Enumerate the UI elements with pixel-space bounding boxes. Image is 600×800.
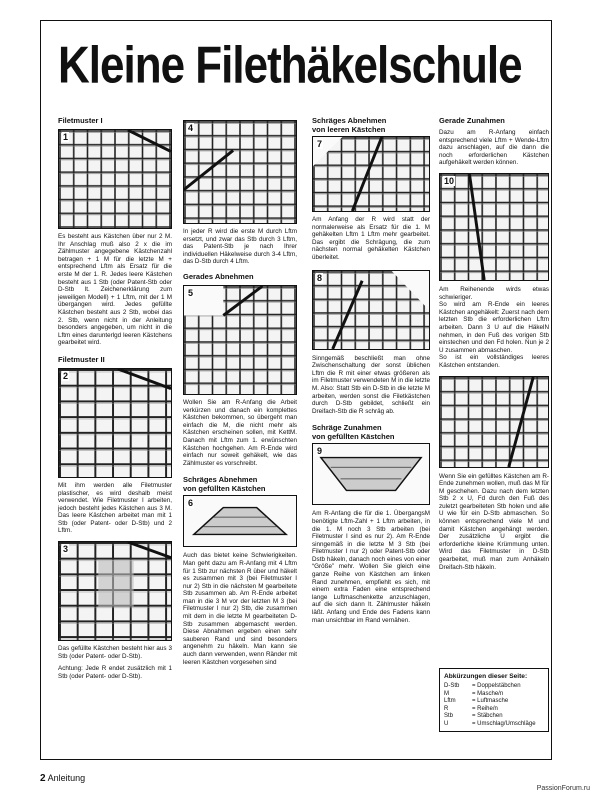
page-title: Kleine Filethäkelschule	[58, 36, 522, 95]
abbreviation-row	[444, 713, 544, 721]
crochet-mesh-illustration	[313, 137, 429, 211]
heading-line: von leeren Kästchen	[312, 125, 386, 134]
paragraph: Es besteht aus Kästchen über nur 2 M. Ihr Anschlag muß also 2 x die im Zählmuster angegebene Kästchenzahl betragen + 1 M für die letzte M + entsprechend Lftm als Ersatz für die erste M der 1. R. Jedes leere Kästchen besteht aus 1 Stb (oder Patent-Stb oder D-Stb lt. Zeichenerklärung zum jeweiligen Modell) + 1 Lftm, mit der 1 M übergangen wird. Jedes gefüllte Kästchen besteht aus 2 Stb, wobei das 2. Stb, wenn nicht in der Anleitung besonders angegeben, um nicht in die Lftm eines darunterlgd leeren Kästchens gearbeitet wird.	[58, 233, 172, 347]
paragraph: Wollen Sie am R-Anfang die Arbeit verkürzen und danach ein komplettes Kästchen bekommen, so übergeht man einfach die M, die nicht mehr als Kästchen erscheinen sollen, mit KettM. Danach mit Lftm zum 1. erwünschten Kästchen hochgehen. Am R-Ende wird einfach nur soweit gehäkelt, wie das Zählmuster es vorschreibt.	[183, 398, 297, 467]
figure-number: 3	[63, 544, 69, 555]
figure-number: 8	[317, 272, 323, 283]
abbreviations-title: Abkürzungen dieser Seite:	[444, 673, 528, 680]
paragraph: Sinngemäß beschließt man ohne Zwischenschaltung der sonst üblichen Lftm die R mit einer etwas größeren als im Filetmuster verwendeten M in die letzte M. Also: Statt Stb ein D-Stb in die letzte M arbeiten, werden sonst die Filetkästchen durch D-Stb gebildet, schließt ein Dreifach-Stb die R schräg ab.	[312, 354, 430, 415]
figure-7	[312, 136, 430, 212]
figure-number: 9	[317, 446, 323, 457]
abbreviation-value: = Doppelstäbchen	[472, 683, 521, 689]
abbreviation-row	[444, 698, 544, 706]
abbreviation-key: D-Stb	[444, 683, 460, 689]
figure-4	[183, 120, 297, 224]
abbreviation-value: = Umschlag/Umschläge	[472, 720, 536, 727]
abbreviation-value: = Stäbchen	[472, 713, 503, 719]
abbreviation-row	[444, 706, 544, 714]
heading-gerade-zunahmen: Gerade Zunahmen	[439, 116, 505, 125]
figure-9	[312, 443, 430, 505]
heading-line: von gefüllten Kästchen	[312, 432, 395, 442]
crochet-mesh-illustration	[184, 121, 296, 223]
paragraph: Wenn Sie ein gefülltes Kästchen am R-Ende zunehmen wollen, muß das M für M geschehen. Dazu nach dem letzten Stb 2 x U, Fd durch den Fuß des zuletzt gearbeiteten Stb holen und alle U wie für ein D-Stb abmaschen. So können entsprechend viele M und damit Kästchen angehängt werden. Der zusätzliche U ergibt die erforderliche kleine Krümmung unten. Wird das Filetmuster in D-Stb gearbeitet, muß man zum Anhäkeln Dreifach-Stb häkeln.	[439, 472, 549, 571]
crochet-mesh-illustration	[59, 130, 171, 228]
abbreviation-row	[444, 691, 544, 699]
figure-number: 2	[63, 370, 69, 381]
figure-6	[183, 495, 297, 547]
figure-10	[439, 173, 549, 281]
abbreviation-row	[444, 721, 544, 729]
figure-number: 6	[188, 498, 194, 509]
heading-filetmuster-1: Filetmuster I	[58, 116, 103, 125]
column-1	[58, 116, 172, 680]
figure-number: 4	[188, 123, 194, 133]
figure-3	[58, 541, 172, 641]
crochet-mesh-illustration	[184, 286, 296, 394]
paragraph: So ist ein vollständiges leeres Kästchen entstanden.	[439, 354, 549, 369]
paragraph: Mit ihm werden alle Filetmuster plastischer, es wird deshalb meist verwendet. Wie Filetmuster I arbeiten, jedoch besteht jedes Kästchen aus 3 M. Das leere Kästchen arbeitet man mit 1 Stb (oder Patent- oder D-Stb) und 2 Lftm.	[58, 481, 172, 535]
abbreviation-key: M	[444, 690, 449, 697]
paragraph: Am Anfang der R wird statt der normalerweise als Ersatz für die 1. M gehäkelten Lftm 1 Lftm mehr gearbeitet. Das ergibt die Schrägung, die zum nächsten normal gehäkelten Kästchen überleitet.	[312, 216, 430, 261]
figure-11	[439, 376, 549, 468]
abbreviation-key: U	[444, 720, 449, 727]
column-2	[183, 120, 297, 666]
paragraph: Achtung: Jede R endet zusätzlich mit 1 Stb (oder Patent- oder D-Stb).	[58, 665, 172, 680]
heading-filetmuster-2: Filetmuster II	[58, 354, 105, 364]
abbreviation-key: Stb	[444, 713, 454, 719]
heading-schraeges-abnehmen-gefuellt	[183, 475, 297, 493]
column-4	[439, 116, 549, 571]
abbreviation-row	[444, 683, 544, 691]
paragraph: Am R-Anfang die für die 1. ÜbergangsM benötigte Lftm-Zahl + 1 Lftm arbeiten, in die 1. M noch 3 Stb arbeiten (bei Filetmuster I sind es nur 2). Am R-Ende sinngemäß in die letzte M 3 Stb (bei Filetmuster I nur 2) oder Patent-Stb oder Dstb häkeln, danach noch eines von einer “Größe” mehr. Wollen Sie gleich eine ganze Reihe von Kästchen am linken Rand zunehmen, empfiehlt es sich, mit einem extra Faden eine entsprechend lange Luftmaschenkette anzuschlagen, auf die sich dann lt. Zählmuster häkeln läßt. Anfang und Ende des Fadens kann man unsichtbar im Rand vernähen.	[312, 510, 430, 624]
heading-schraeges-abnehmen-leer	[312, 116, 430, 134]
figure-number: 5	[188, 287, 194, 298]
heading-line: Schräges Abnehmen	[312, 116, 387, 125]
crochet-mesh-illustration	[313, 271, 429, 349]
abbreviations-box	[439, 668, 549, 732]
figure-number: 1	[63, 132, 69, 142]
figure-1	[58, 129, 172, 229]
abbreviation-key: R	[444, 705, 449, 712]
figure-number: 10	[444, 175, 455, 186]
figure-2	[58, 368, 172, 478]
crochet-mesh-illustration	[59, 369, 171, 477]
crochet-mesh-illustration	[184, 496, 296, 546]
heading-line: Schräge Zunahmen	[312, 423, 382, 433]
paragraph: Am Reihenende wirds etwas schwieriger.	[439, 285, 549, 301]
paragraph: Dazu am R-Anfang einfach entsprechend viele Lftm + Wende-Lftm dazu anschlagen, auf die dann die noch erforderlichen Kästchen aufgehäkelt werden können.	[439, 129, 549, 167]
paragraph: Das gefüllte Kästchen besteht hier aus 3 Stb (oder Patent- oder D-Stb).	[58, 645, 172, 660]
crochet-mesh-illustration	[313, 444, 429, 504]
crochet-mesh-illustration	[440, 377, 548, 467]
column-3	[312, 116, 430, 624]
abbreviation-value: = Reihe/n	[472, 705, 498, 712]
figure-number: 7	[317, 139, 323, 149]
page-number: 2	[40, 773, 46, 784]
watermark: PassionForum.ru	[536, 785, 590, 792]
heading-line: von gefüllten Kästchen	[183, 484, 266, 494]
crochet-mesh-illustration	[440, 174, 548, 280]
paragraph: Auch das bietet keine Schwierigkeiten. Man geht dazu am R-Anfang mit 4 Lftm für 1 Stb zur nächsten R über und häkelt es zusammen mit 3 (bei Filetmuster I nur 2) Stb in die nächsten M gearbeitete Stb zusammen ab. Am R-Ende arbeitet man in die 3 M vor der letzten M 3 (bei Filetmuster I nur 2) Stb, die zusammen mit dem in die letzte M gearbeiteten D-Stb zusammen abgemascht werden. Diese Abnahmen ergeben einen sehr sauberen Rand und sind besonders angenehm zu häkeln. Man kann sie auch dann verwenden, wenn Ränder mit leeren Kästchen vorgesehen sind	[183, 552, 297, 666]
footer-label: Anleitung	[47, 773, 86, 783]
abbreviation-key: Lftm	[444, 698, 456, 704]
crochet-mesh-illustration	[59, 542, 171, 640]
abbreviation-value: = Luftmasche	[472, 698, 509, 704]
heading-schraege-zunahmen	[312, 423, 430, 441]
heading-gerades-abnehmen: Gerades Abnehmen	[183, 271, 254, 281]
paragraph: So wird am R-Ende ein leeres Kästchen angehäkelt: Zuerst nach dem letzten Stb die erforderlichen Lftm arbeiten. Dann 3 U auf die HäkelN nehmen, in den Fuß des vorigen Stb einstechen und den Fd holen. Nun je 2 U zusammen abmaschen.	[439, 301, 549, 354]
figure-8	[312, 270, 430, 350]
heading-line: Schräges Abnehmen	[183, 475, 258, 485]
abbreviation-value: = Masche/n	[472, 690, 504, 697]
figure-5	[183, 285, 297, 395]
paragraph: In jeder R wird die erste M durch Lftm ersetzt, und zwar das Stb durch 3 Lftm, das Patent-Stb je nach Ihrer individuellen Häkelweise durch 3-4 Lftm, das D-Stb durch 4 Lftm.	[183, 228, 297, 266]
page-footer	[40, 773, 85, 784]
